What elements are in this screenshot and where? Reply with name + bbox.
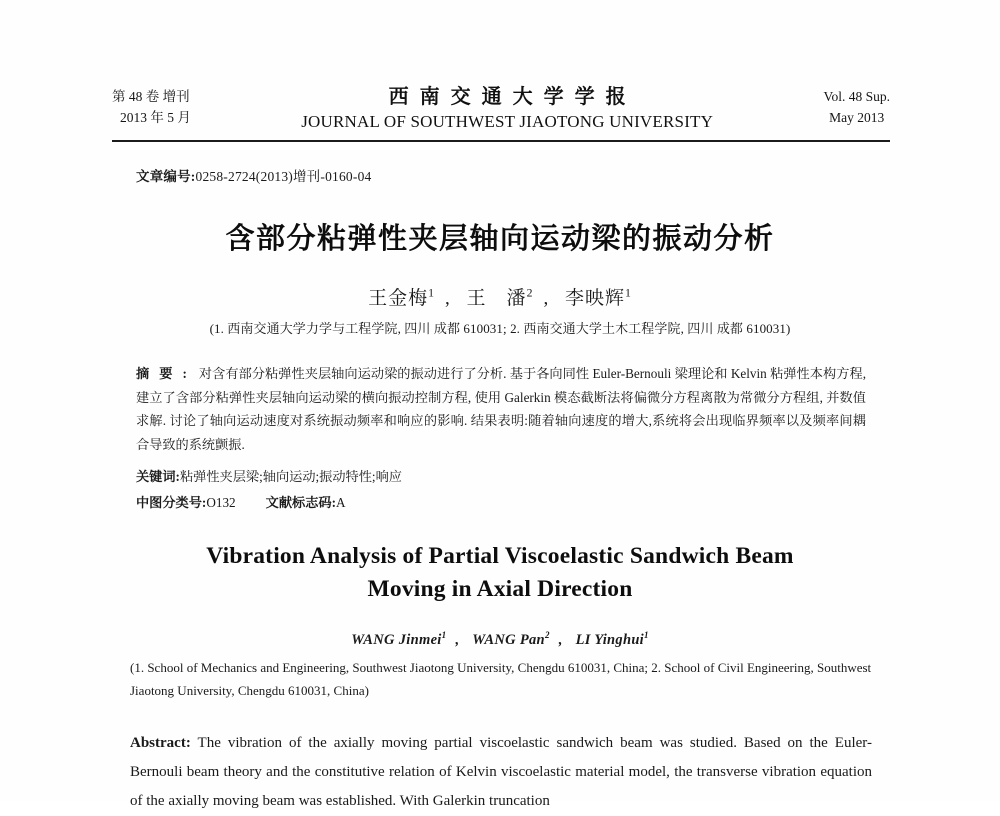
masthead-volume-line: 第 48 卷 增刊 xyxy=(112,89,190,104)
page-title-cn: 含部分粘弹性夹层轴向运动梁的振动分析 xyxy=(225,221,775,255)
page-title-en-line1: Vibration Analysis of Partial Viscoelastic Sandwich Beam xyxy=(206,543,794,569)
masthead-journal-name xyxy=(201,86,814,134)
abstract-cn-text: 对含有部分粘弹性夹层轴向运动梁的振动进行了分析. 基于各向同性 Euler-Bernouli 梁理论和 Kelvin 粘弹性本构方程,建立了含部分粘弹性夹层轴向运动梁的横向振动控制方程, 使用 Galerkin 模态截断法将偏微分方程离散为常微分方程组, 并数值求解. 讨论了轴向运动速度对系统振动频率和响应的影响. 结果表明:随着轴向速度的增大,系统将会出现临界频率以及频率间耦合导致的系统颤振. xyxy=(136,366,866,452)
author-cn-2-name: 王 潘 xyxy=(466,288,527,309)
author-cn-2 xyxy=(467,288,534,309)
abstract-cn-label: 摘要: xyxy=(136,366,197,381)
author-cn-3 xyxy=(565,288,632,309)
masthead xyxy=(112,86,890,134)
author-en-2-name: WANG Pan xyxy=(472,631,545,648)
author-cn-2-affil-mark: 2 xyxy=(526,286,534,300)
affiliation-en: (1. School of Mechanics and Engineering, Southwest Jiaotong University, Chengdu 610031, China; 2. School of Civil Engineering, Southwest Jiaotong University, Chengdu 610031, China) xyxy=(130,660,872,698)
author-cn-3-name: 李映辉 xyxy=(564,288,625,309)
keywords-cn xyxy=(136,465,866,489)
article-number-value: 0258-2724(2013)增刊-0160-04 xyxy=(195,169,372,184)
author-cn-1-affil-mark: 1 xyxy=(428,286,436,300)
masthead-volume-info-en xyxy=(823,86,890,129)
journal-name-cn: 西南交通大学学报 xyxy=(388,86,637,108)
clc-line xyxy=(136,491,866,515)
author-en-1-affil-mark: 1 xyxy=(441,630,447,640)
document-code-label: 文献标志码: xyxy=(265,495,336,510)
author-en-1-name: WANG Jinmei xyxy=(351,631,442,648)
abstract-en-text: The vibration of the axially moving partial viscoelastic sandwich beam was studied. Based on the Euler-Bernouli beam theory and the constitutive relation of Kelvin viscoelastic material model, the transverse vibration equation of the axially moving beam was established. With Galerkin truncation xyxy=(130,735,872,809)
author-en-2-affil-mark: 2 xyxy=(544,630,550,640)
journal-name-en: JOURNAL OF SOUTHWEST JIAOTONG UNIVERSITY xyxy=(301,112,714,131)
author-en-3 xyxy=(576,632,649,648)
affiliation-cn: (1. 西南交通大学力学与工程学院, 四川 成都 610031; 2. 西南交通大学土木工程学院, 四川 成都 610031) xyxy=(209,321,791,336)
author-list-en: WANG Jinmei$^1$ , WANG Pan$^2$ , LI Yinghui$^1$ xyxy=(351,630,649,648)
page-title-en-line2: Moving in Axial Direction xyxy=(367,576,633,602)
author-cn-1 xyxy=(368,288,435,309)
author-list-cn: 王金梅$^1$ , 王 潘$^2$ , 李映辉$^1$ xyxy=(368,286,632,309)
author-en-3-affil-mark: 1 xyxy=(644,630,649,640)
keywords-cn-text: 粘弹性夹层梁;轴向运动;振动特性;响应 xyxy=(179,469,402,484)
clc-label: 中图分类号: xyxy=(136,495,207,510)
author-en-3-name: LI Yinghui xyxy=(575,631,645,648)
article-number-label: 文章编号: xyxy=(136,169,196,184)
abstract-en xyxy=(130,729,872,816)
author-en-2 xyxy=(472,632,549,648)
masthead-divider-rule xyxy=(112,140,890,142)
author-cn-3-affil-mark: 1 xyxy=(624,286,632,300)
abstract-cn xyxy=(136,362,866,456)
page-title-en xyxy=(0,540,1000,606)
article-number xyxy=(136,165,371,185)
document-code-value: A xyxy=(336,495,346,510)
masthead-date-line-cn: 2013 年 5 月 xyxy=(120,109,191,125)
masthead-volume-info xyxy=(112,86,191,129)
keywords-cn-label: 关键词: xyxy=(136,469,180,484)
author-en-1 xyxy=(351,632,446,648)
masthead-date-line-en: May 2013 xyxy=(829,109,885,125)
clc-value: O132 xyxy=(206,495,236,510)
abstract-en-label: Abstract: xyxy=(130,735,191,751)
masthead-volume-line-en: Vol. 48 Sup. xyxy=(823,89,890,104)
author-cn-1-name: 王金梅 xyxy=(368,288,429,309)
